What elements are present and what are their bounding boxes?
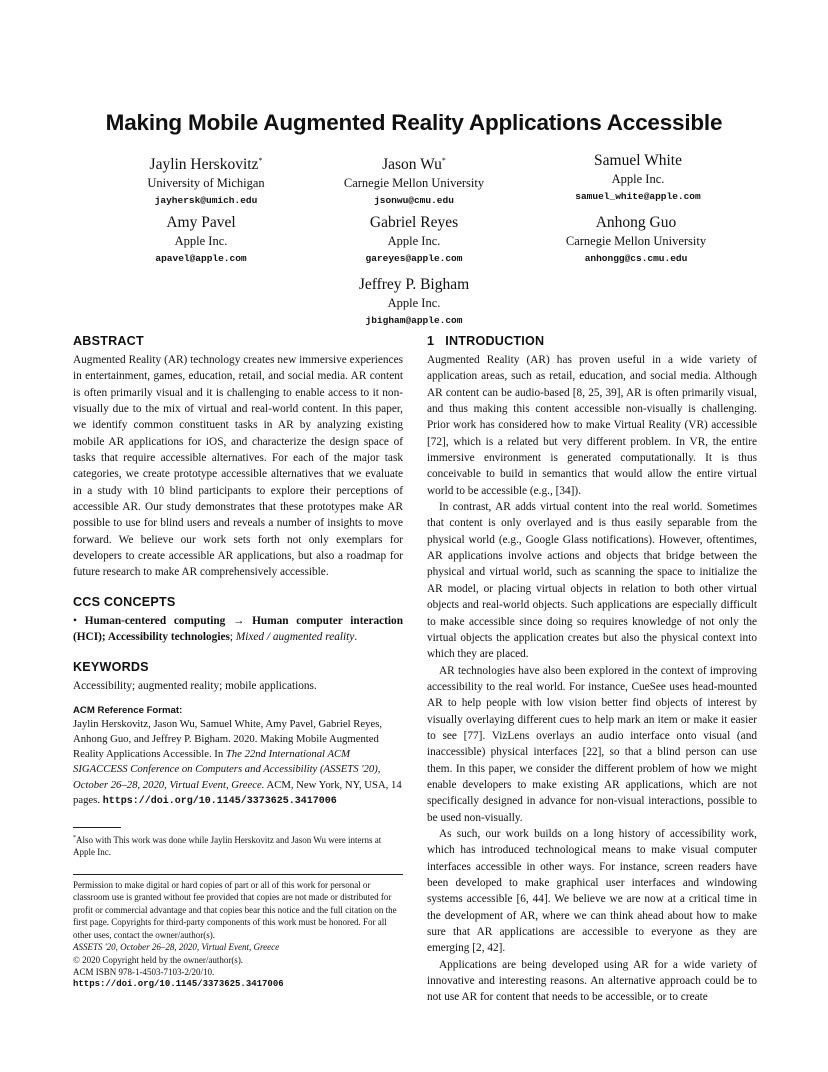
author-mark: * — [441, 156, 446, 165]
author-email[interactable]: apavel@apple.com — [155, 253, 247, 264]
ccs-concepts: • Human-centered computing → Human computer interaction (HCI); Accessibility technologies; Mixed / augmented reality. — [73, 614, 403, 644]
conference-venue: ASSETS '20, October 26–28, 2020, Virtual Event, Greece — [73, 942, 280, 953]
author-name: Jeffrey P. Bigham — [358, 276, 470, 293]
author-block — [86, 213, 316, 266]
keywords-heading: KEYWORDS — [73, 659, 149, 674]
author-block — [523, 151, 753, 204]
author-name: Gabriel Reyes — [369, 214, 459, 231]
author-email[interactable]: samuel_white@apple.com — [575, 191, 701, 202]
author-name: Anhong Guo — [595, 214, 677, 231]
doi-link[interactable]: https://doi.org/10.1145/3373625.3417006 — [73, 979, 284, 990]
author-affiliation: Apple Inc. — [387, 234, 441, 248]
author-block — [299, 213, 529, 266]
intro-paragraph: AR technologies have also been explored in the context of improving accessibility to the real world. For instance, CueSee uses head-mounted AR to help people with low vision better find objects of interest by visually overlaying different cues to help mark an item or make it easier to see [77]. VizLens overlays an audio interface onto visual (and inaccessible) physical interfaces [22], so that a blind person can use them. In this paper, we consider the different problem of how we might enable developers to make existing AR applications, which are not specifically designed in advance for non-visual interactions, possible to be used non-visually. — [427, 664, 757, 824]
ccs-heading: CCS CONCEPTS — [73, 594, 176, 609]
author-email[interactable]: jbigham@apple.com — [365, 315, 463, 326]
permission-text: Permission to make digital or hard copies of part or all of this work for personal or classroom use is granted without fee provided that copies are not made or distributed for profit or commercial advantage and that copies bear this notice and the full citation on the first page. Copyrights for third-party components of this work must be honored. For all other uses, contact the owner/author(s). — [73, 880, 397, 940]
abstract-text: Augmented Reality (AR) technology creates new immersive experiences in entertainment, games, education, retail, and social media. AR content is often primarily visual and it is challenging to enable access to it non-visually due to the mix of virtual and real-world content. In this paper, we identify common constituent tasks in AR by analyzing existing mobile AR applications for iOS, and characterize the design space of tasks that require accessible alternatives. For each of the major task categories, we create prototype accessible alternatives that we evaluate in a study with 10 blind participants to explore their perceptions of accessible AR. Our study demonstrates that these prototypes make AR possible to use for blind users and reveals a number of insights to move forward. We believe our work sets forth not only exemplars for developers to create accessible AR applications, but also a roadmap for future research to make AR comprehensively accessible. — [73, 354, 403, 579]
footnote-rule — [73, 827, 121, 828]
author-name: Jaylin Herskovitz — [149, 156, 259, 174]
author-name: Jason Wu — [382, 156, 442, 174]
keywords-text: Accessibility; augmented reality; mobile applications. — [73, 679, 317, 692]
author-affiliation: University of Michigan — [147, 176, 265, 191]
author-email[interactable]: anhongg@cs.cmu.edu — [584, 253, 688, 264]
author-email[interactable]: jayhersk@umich.edu — [154, 195, 258, 207]
intro-paragraph: Augmented Reality (AR) has proven useful in a wide variety of application areas, such as retail, education, and social media. Although AR content can be audio-based [8, 25, 39], AR is often primarily visual, and thus making this content accessible non-visually is challenging. Prior work has considered how to make Virtual Reality (VR) accessible [72], which is a related but very different problem. In VR, the entire immersive environment is generated computationally. It is thus conceivable to build in semantics that would allow the entire virtual world to be accessible (e.g., [34]). — [427, 354, 757, 497]
author-name: Samuel White — [594, 152, 682, 169]
footnote: *Also with This work was done while Jaylin Herskovitz and Jason Wu were interns at Apple Inc. — [73, 835, 382, 858]
intro-paragraph: In contrast, AR adds virtual content into the real world. Sometimes that content is only overlayed and is thus easily separable from the physical world (e.g., Google Glass notifications). However, oftentimes, AR applications involve actions and objects that bridge between the physical and virtual world, such as scanning the space to initialize the AR model, or placing virtual objects in relation to both other virtual objects and real-world objects. Such applications are especially difficult to make accessible since doing so requires knowledge of not only the virtual objects the application creates but also the physical context into which they are placed. — [427, 501, 757, 661]
copyright-line: © 2020 Copyright held by the owner/author(s). — [73, 954, 244, 965]
author-affiliation: Apple Inc. — [174, 234, 228, 248]
right-column — [427, 333, 757, 1006]
intro-paragraph: As such, our work builds on a long history of accessibility work, which has introduced technological means to make visual computer interfaces accessible in other ways. For instance, screen readers have been developed to make graphical user interfaces and windowing systems accessible [6, 44]. We believe we are now at a critical time in the development of AR, where we can think ahead about how to make sure that AR applications are accessible to everyone as they are emerging [2, 42]. — [427, 827, 757, 955]
paper-title: Making Mobile Augmented Reality Applications Accessible — [105, 110, 723, 135]
intro-paragraph: Applications are being developed using AR for a wide variety of innovative and interesting reasons. An alternative approach could be to not use AR for content that needs to be accessible, or to create — [427, 958, 757, 1004]
permission-rule — [73, 874, 403, 875]
author-affiliation: Carnegie Mellon University — [343, 176, 485, 191]
acm-reference-text: Jaylin Herskovitz, Jason Wu, Samuel White, Amy Pavel, Gabriel Reyes, Anhong Guo, and Jeffrey P. Bigham. 2020. Making Mobile Augmented Reality Applications Accessible. In The 22nd International ACM SIGACCESS Conference on Computers and Accessibility (ASSETS '20), October 26–28, 2020, Virtual Event, Greece. ACM, New York, NY, USA, 14 pages. https://doi.org/10.1145/3373625.3417006 — [73, 717, 402, 807]
author-block — [299, 151, 529, 208]
introduction-heading: 1 INTRODUCTION — [427, 334, 545, 348]
left-column — [73, 333, 403, 991]
author-email[interactable]: jsonwu@cmu.edu — [374, 195, 454, 207]
author-affiliation: Apple Inc. — [387, 296, 441, 310]
author-block — [299, 275, 529, 328]
acm-reference-doi-link[interactable]: https://doi.org/10.1145/3373625.3417006 — [102, 795, 337, 807]
author-email[interactable]: gareyes@apple.com — [365, 253, 463, 264]
permission-block — [73, 879, 403, 991]
author-block — [91, 151, 321, 208]
author-block — [521, 213, 751, 266]
abstract-heading: ABSTRACT — [73, 334, 144, 348]
acm-reference-heading: ACM Reference Format: — [73, 704, 183, 716]
author-affiliation: Carnegie Mellon University — [565, 234, 707, 248]
author-affiliation: Apple Inc. — [611, 172, 665, 186]
author-name: Amy Pavel — [166, 214, 236, 231]
author-mark: * — [258, 156, 263, 165]
isbn-line: ACM ISBN 978-1-4503-7103-2/20/10. — [73, 966, 215, 977]
